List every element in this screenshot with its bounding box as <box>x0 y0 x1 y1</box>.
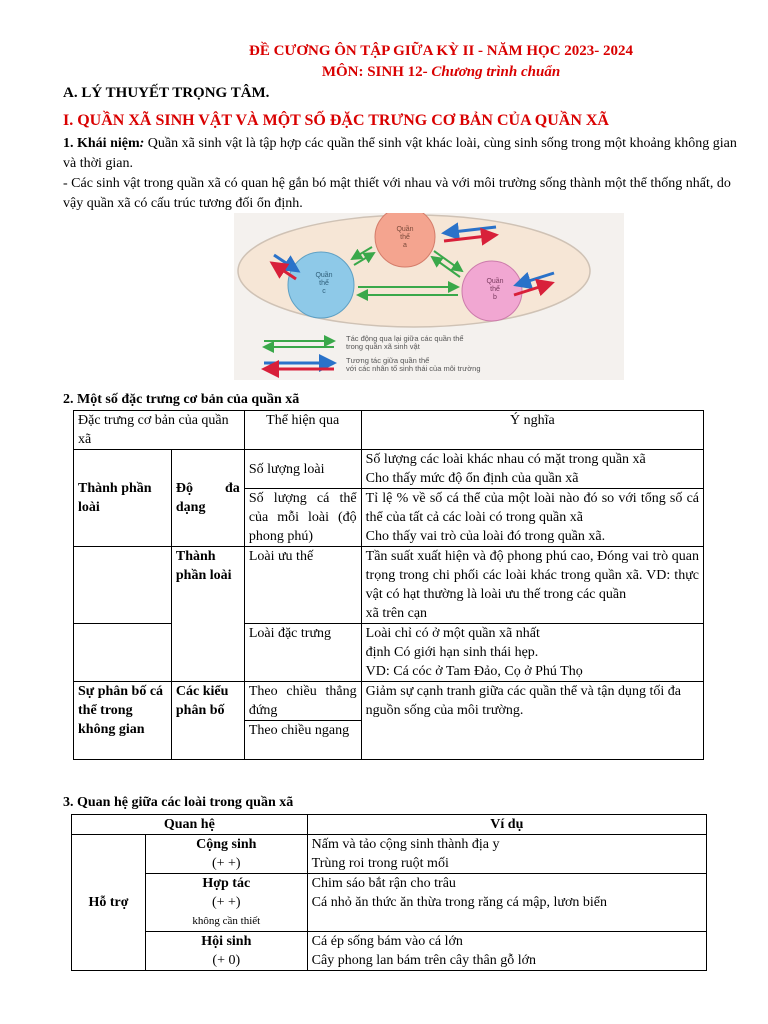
legend-blue-text: Tương tác giữa quần thể với các nhân tố sinh thái của môi trường <box>346 356 481 373</box>
legend-green-text: Tác động qua lại giữa các quần thể trong quần xã sinh vật <box>346 334 464 351</box>
header-characteristic: Đặc trưng cơ bản của quần xã <box>74 411 245 450</box>
example-line: Cá ép sống bám vào cá lớn <box>311 934 463 949</box>
spatial-meaning-cell: Giảm sự cạnh tranh giữa các quần thể và tận dụng tối đa nguồn sống của môi trường. <box>361 682 703 760</box>
example-line: Cây phong lan bám trên cây thân gỗ lớn <box>311 953 537 968</box>
dominant-cell: Loài ưu thế <box>244 547 361 624</box>
example-line: Cá nhỏ ăn thức ăn thừa trong răng cá mập, lươn biển <box>311 895 607 910</box>
diversity-cell: Độ đa dạng <box>171 450 244 547</box>
meaning-line: Cho thấy vai trò của loài đó trong quần xã. <box>365 529 606 544</box>
population-c-label: Quần thể c <box>315 272 333 295</box>
table-header-row <box>72 815 707 835</box>
relation-name: Hội sinh <box>201 934 252 949</box>
horizontal-cell: Theo chiều ngang <box>244 721 361 760</box>
table-header-row <box>74 411 704 450</box>
examples-cell <box>307 874 706 932</box>
table-row <box>72 835 707 874</box>
relation-name-cell <box>145 835 307 874</box>
relation-note: không cần thiết <box>192 915 261 927</box>
relation-name: Hợp tác <box>202 876 251 891</box>
relation-name-cell <box>145 932 307 971</box>
characteristic-species-cell: Loài đặc trưng <box>244 624 361 682</box>
support-cell: Hỗ trợ <box>72 835 146 971</box>
header-expressed: Thể hiện qua <box>244 411 361 450</box>
header-example: Ví dụ <box>307 815 706 835</box>
example-line: Nấm và tảo cộng sinh thành địa y <box>311 837 500 852</box>
population-a-label: Quần thể a <box>396 226 414 249</box>
relation-name-cell <box>145 874 307 932</box>
header-meaning: Ý nghĩa <box>361 411 703 450</box>
relation-sign: (+ 0) <box>212 953 241 968</box>
num-individuals-cell: Số lượng cá thể của mỗi loài (độ phong phú) <box>244 489 361 547</box>
dominant-meaning-cell <box>361 547 703 624</box>
section-i-heading: I. QUẦN XÃ SINH VẬT VÀ MỘT SỐ ĐẶC TRƯNG CƠ BẢN CỦA QUẦN XÃ <box>63 112 609 129</box>
table-row <box>72 874 707 932</box>
relation-paragraph: - Các sinh vật trong quần xã có quan hệ gắn bó mật thiết với nhau và với môi trường sống thành một thể thống nhất, do vậy quần xã có cấu trúc tương đối ổn định. <box>63 176 731 211</box>
example-line: Chim sáo bắt rận cho trâu <box>311 876 456 891</box>
vertical-cell: Theo chiều thẳng đứng <box>244 682 361 721</box>
examples-cell <box>307 932 706 971</box>
table-row <box>74 682 704 721</box>
document-subtitle <box>96 64 768 81</box>
distribution-types-cell: Các kiểu phân bố <box>171 682 244 760</box>
meaning-line: Tần suất xuất hiện và độ phong phú cao, Đóng vai trò quan trọng trong chi phối các loài khác trong quần xã. VD: thực vật có hạt thường là loài ưu thế trong các quần <box>365 549 699 602</box>
num-individuals-meaning-cell <box>361 489 703 547</box>
relationships-table <box>71 814 707 971</box>
meaning-line: VD: Cá cóc ở Tam Đảo, Cọ ở Phú Thọ <box>365 664 583 679</box>
num-species-cell: Số lượng loài <box>244 450 361 489</box>
section-3-heading: 3. Quan hệ giữa các loài trong quần xã <box>63 795 294 810</box>
meaning-line: Cho thấy mức độ ổn định của quần xã <box>365 471 579 486</box>
table-row <box>74 547 704 624</box>
species-composition-cell: Thành phần loài <box>74 450 172 547</box>
concept-paragraph <box>63 134 753 174</box>
characteristics-table <box>73 410 704 760</box>
meaning-line: Tỉ lệ % về số cá thể của một loài nào đó so với tổng số cá thể của tất cả các loài có trong quần xã <box>365 491 699 525</box>
table-row <box>74 624 704 682</box>
meaning-line: xã trên cạn <box>365 606 428 621</box>
relation-name: Cộng sinh <box>196 837 257 852</box>
relation-sign: (+ +) <box>211 895 241 910</box>
section-2-heading: 2. Một số đặc trưng cơ bản của quần xã <box>63 392 300 407</box>
examples-cell <box>307 835 706 874</box>
meaning-line: Loài chỉ có ở một quần xã nhất <box>365 626 540 641</box>
characteristic-meaning-cell <box>361 624 703 682</box>
table-row <box>74 450 704 489</box>
program-label: Chương trình chuẩn <box>431 64 561 80</box>
community-diagram <box>234 213 624 380</box>
header-relationship: Quan hệ <box>72 815 308 835</box>
example-line: Trùng roi trong ruột mối <box>311 856 449 871</box>
species-composition-2-cell: Thành phần loài <box>171 547 244 682</box>
meaning-line: Số lượng các loài khác nhau có mặt trong quần xã <box>365 452 646 467</box>
population-b-label: Quần thể b <box>486 278 504 301</box>
table-row <box>72 932 707 971</box>
section-a-heading: A. LÝ THUYẾT TRỌNG TÂM. <box>63 85 270 101</box>
document-title: ĐỀ CƯƠNG ÔN TẬP GIỮA KỲ II - NĂM HỌC 2023- 2024 <box>248 43 634 59</box>
concept-label: 1. Khái niệm <box>63 136 140 151</box>
num-species-meaning-cell <box>361 450 703 489</box>
subject-label: MÔN: SINH 12- <box>321 64 432 80</box>
spatial-distribution-cell: Sự phân bố cá thể trong không gian <box>74 682 172 760</box>
concept-colon: : <box>139 136 145 151</box>
meaning-line: định Có giới hạn sinh thái hẹp. <box>365 645 539 660</box>
relation-sign: (+ +) <box>211 856 241 871</box>
concept-text: Quần xã sinh vật là tập hợp các quần thể sinh vật khác loài, cùng sinh sống trong một khoảng không gian và thời gian. <box>63 136 737 171</box>
